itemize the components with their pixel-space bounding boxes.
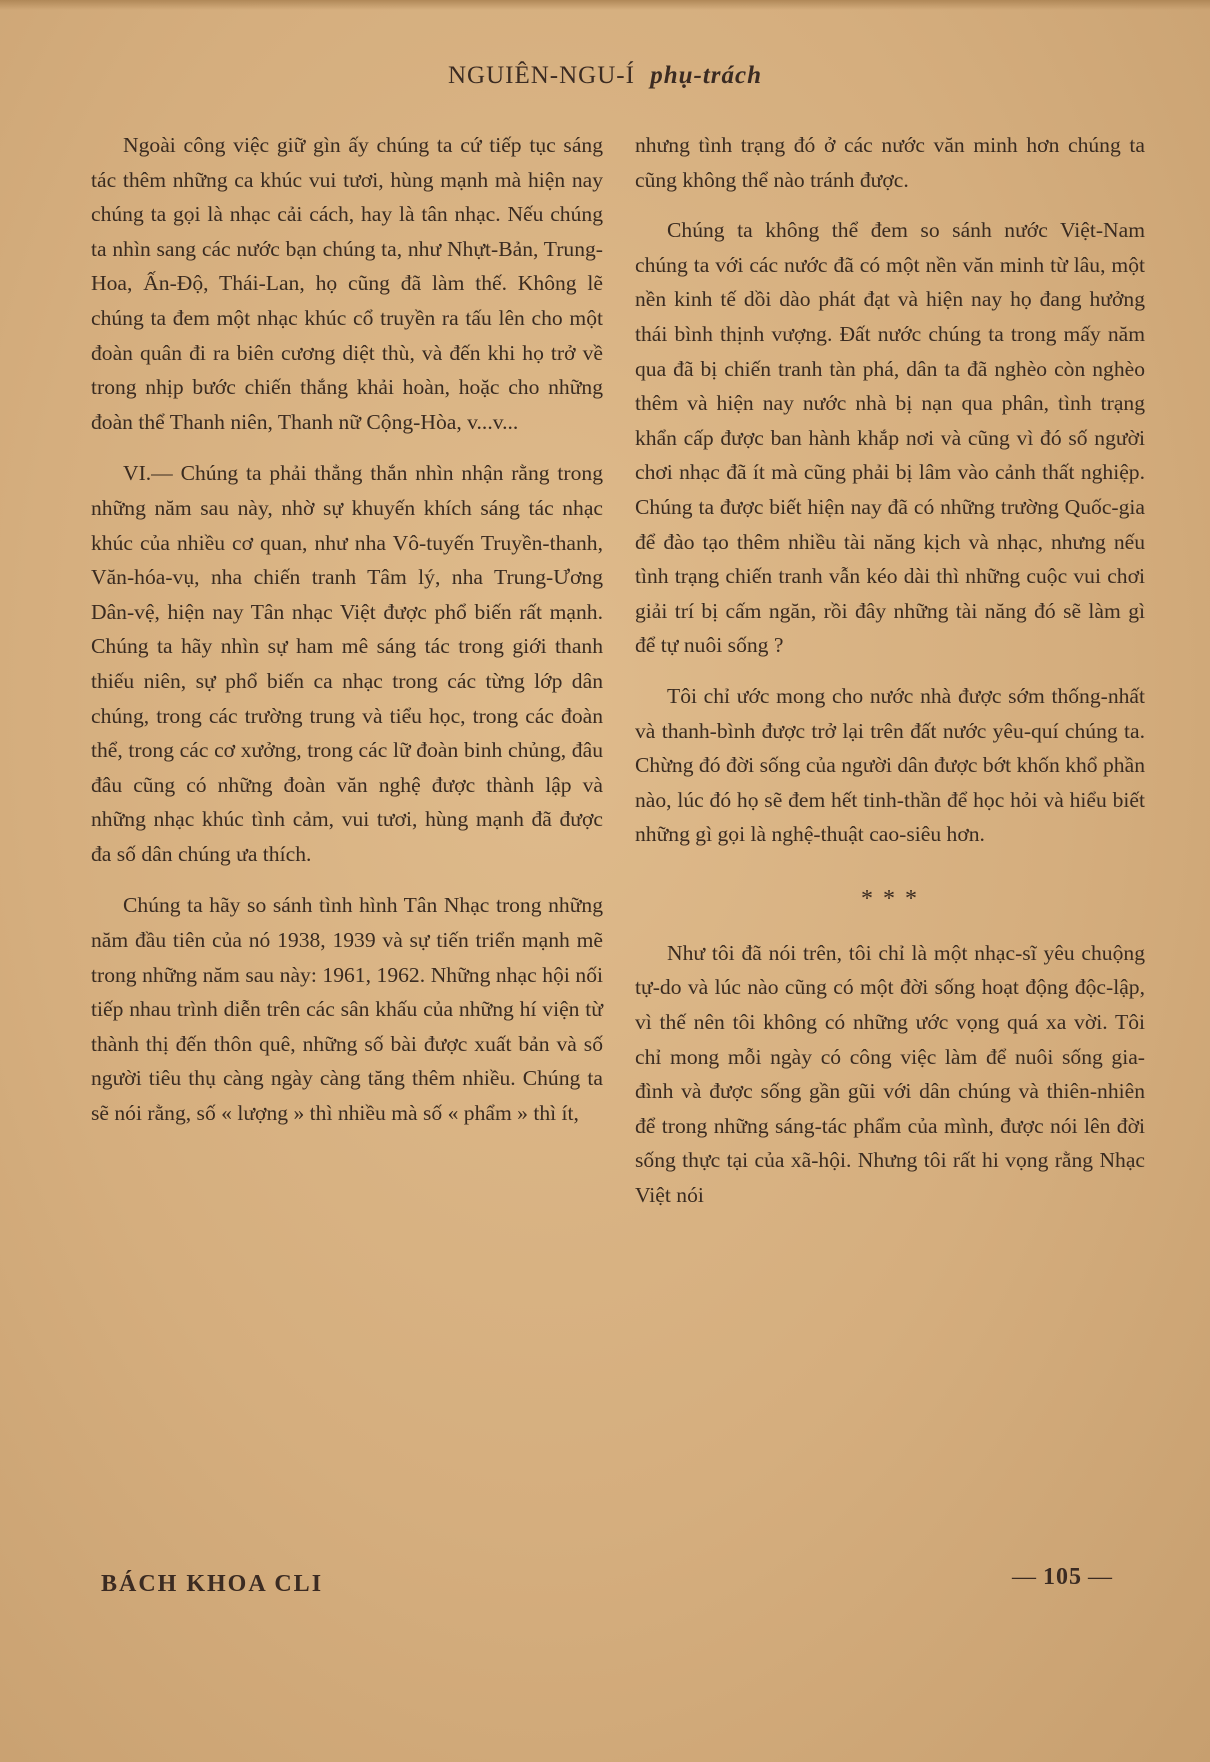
right-column (635, 128, 1145, 1213)
page-header (0, 62, 1210, 98)
header-role: phụ-trách (650, 62, 762, 89)
right-paragraph-2: Chúng ta không thể đem so sánh nước Việt-Nam chúng ta với các nước đã có một nền văn minh từ lâu, một nền kinh tế dồi dào phát đạt và hiện nay họ đang hưởng thái bình thịnh vượng. Đất nước chúng ta trong mấy năm qua đã bị chiến tranh tàn phá, dân ta đã nghèo còn nghèo thêm và hiện nay nước nhà bị nạn qua phân, tình trạng khẩn cấp được ban hành khắp nơi và cũng vì đó số người chơi nhạc đã ít mà cũng phải bị lâm vào cảnh thất nghiệp. Chúng ta được biết hiện nay đã có những trường Quốc-gia để đào tạo thêm nhiều tài năng kịch và nhạc, nhưng nếu tình trạng chiến tranh vẫn kéo dài thì những cuộc vui chơi giải trí bị cấm ngăn, rồi đây những tài năng đó sẽ làm gì để tự nuôi sống ? (635, 218, 1145, 658)
header-author: NGUIÊN-NGU-Í (447, 62, 635, 89)
footer-magazine-name: BÁCH KHOA CLI (101, 1571, 324, 1597)
right-paragraph-3: Tôi chỉ ước mong cho nước nhà được sớm thống-nhất và thanh-bình được trở lại trên đất nước yêu-quí chúng ta. Chừng đó đời sống của người dân được bớt khốn khổ phần nào, lúc đó họ sẽ đem hết tinh-thần để học hỏi và hiểu biết những gì gọi là nghệ-thuật cao-siêu hơn. (635, 683, 1145, 847)
left-paragraph-2: VI.— Chúng ta phải thẳng thắn nhìn nhận rằng trong những năm sau này, nhờ sự khuyến khích sáng tác nhạc khúc của nhiều cơ quan, như nha Vô-tuyến Truyền-thanh, Văn-hóa-vụ, nha chiến tranh Tâm lý, nha Trung-Ương Dân-vệ, hiện nay Tân nhạc Việt được phổ biến rất mạnh. Chúng ta hãy nhìn sự ham mê sáng tác trong giới thanh thiếu niên, sự phổ biến ca nhạc trong các từng lớp dân chúng, trong các trường trung và tiểu học, trong các đoàn thể, trong các cơ xưởng, trong các lữ đoàn binh chủng, đâu đâu cũng có những đoàn văn nghệ được thành lập và những nhạc khúc tình cảm, vui tươi, hùng mạnh đã được đa số dân chúng ưa thích. (91, 461, 603, 866)
footer-dash-left: — (1012, 1564, 1037, 1590)
section-separator: * * * (861, 885, 919, 912)
page-top-edge (0, 0, 1210, 10)
footer-dash-right: — (1088, 1564, 1113, 1590)
left-paragraph-1: Ngoài công việc giữ gìn ấy chúng ta cứ tiếp tục sáng tác thêm những ca khúc vui tươi, hùng mạnh mà hiện nay chúng ta gọi là nhạc cải cách, hay là tân nhạc. Nếu chúng ta nhìn sang các nước bạn chúng ta, như Nhựt-Bản, Trung-Hoa, Ấn-Độ, Thái-Lan, họ cũng đã làm thế. Không lẽ chúng ta đem một nhạc khúc cổ truyền ra tấu lên cho một đoàn quân đi ra biên cương diệt thù, và đến khi họ trở về trong nhịp bước chiến thắng khải hoàn, hoặc cho những đoàn thể Thanh niên, Thanh nữ Cộng-Hòa, v...v... (91, 133, 603, 434)
footer-page-number: 105 (1043, 1564, 1082, 1590)
footer-page-number-group (1006, 1564, 1119, 1591)
right-paragraph-1: nhưng tình trạng đó ở các nước văn minh hơn chúng ta cũng không thể nào tránh được. (635, 133, 1145, 192)
left-paragraph-3: Chúng ta hãy so sánh tình hình Tân Nhạc trong những năm đầu tiên của nó 1938, 1939 và sự tiến triển mạnh mẽ trong những năm sau này: 1961, 1962. Những nhạc hội nối tiếp nhau trình diễn trên các sân khấu của những hí viện từ thành thị đến thôn quê, những số bài được xuất bản và số người tiêu thụ càng ngày càng tăng thêm nhiều. Chúng ta sẽ nói rằng, số « lượng » thì nhiều mà số « phẩm » thì ít, (91, 893, 603, 1126)
left-column (91, 128, 603, 1131)
right-paragraph-4: Như tôi đã nói trên, tôi chỉ là một nhạc-sĩ yêu chuộng tự-do và lúc nào cũng có một đời sống hoạt động độc-lập, vì thế nên tôi không có những ước vọng quá xa vời. Tôi chỉ mong mỗi ngày có công việc làm để nuôi sống gia-đình và được sống gần gũi với dân chúng và thiên-nhiên để trong những sáng-tác phẩm của mình, được nói lên đời sống thực tại của xã-hội. Nhưng tôi rất hi vọng rằng Nhạc Việt nói (635, 940, 1145, 1208)
